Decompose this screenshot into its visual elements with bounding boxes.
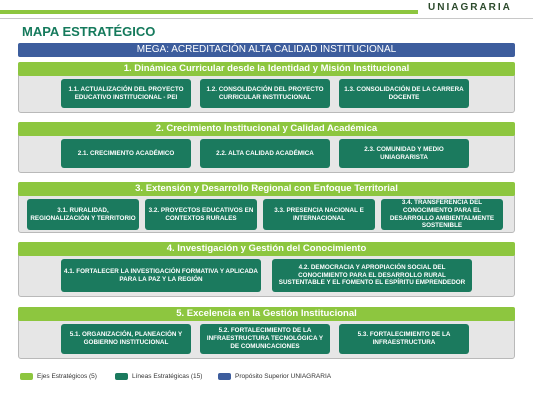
line-5-1-box: 5.1. ORGANIZACIÓN, PLANEACIÓN Y GOBIERNO INSTITUCIONAL <box>61 324 191 354</box>
legend-axes <box>20 370 97 382</box>
axis-2-header: 2. Crecimiento Institucional y Calidad Académica <box>18 122 515 136</box>
line-1-2-box: 1.2. CONSOLIDACIÓN DEL PROYECTO CURRICULAR INSTITUCIONAL <box>200 79 330 108</box>
top-green-stripe <box>0 10 418 14</box>
axis-2-panel <box>18 122 515 173</box>
legend-lines-label: Líneas Estratégicas (15) <box>132 372 203 380</box>
axis-5-header: 5. Excelencia en la Gestión Institucional <box>18 307 515 321</box>
line-2-3-box: 2.3. COMUNIDAD Y MEDIO UNIAGRARISTA <box>339 139 469 168</box>
top-divider <box>0 18 533 19</box>
line-3-4-box: 3.4. TRANSFERENCIA DEL CONOCIMIENTO PARA EL DESARROLLO AMBIENTALMENTE SOSTENIBLE <box>381 199 503 230</box>
axis-1-header: 1. Dinámica Curricular desde la Identidad y Misión Institucional <box>18 62 515 76</box>
axis-4-panel <box>18 242 515 297</box>
line-4-2-box: 4.2. DEMOCRACIA Y APROPIACIÓN SOCIAL DEL CONOCIMIENTO PARA EL DESARROLLO RURAL SUSTENTABLE Y EL FOMENTO EL ESPÍRITU EMPRENDEDOR <box>272 259 472 292</box>
line-5-3-box: 5.3. FORTALECIMIENTO DE LA INFRAESTRUCTURA <box>339 324 469 354</box>
line-1-3-box: 1.3. CONSOLIDACIÓN DE LA CARRERA DOCENTE <box>339 79 469 108</box>
legend-axes-swatch <box>20 373 33 380</box>
legend-axes-label: Ejes Estratégicos (5) <box>37 372 97 380</box>
page-title: MAPA ESTRATÉGICO <box>22 24 156 39</box>
legend-purpose-swatch <box>218 373 231 380</box>
legend-purpose <box>218 370 331 382</box>
line-4-1-box: 4.1. FORTALECER LA INVESTIGACIÓN FORMATIVA Y APLICADA PARA LA PAZ Y LA REGIÓN <box>61 259 261 292</box>
axis-5-panel <box>18 307 515 359</box>
line-3-2-box: 3.2. PROYECTOS EDUCATIVOS EN CONTEXTOS RURALES <box>145 199 257 230</box>
brand-logo-text: UNIAGRARIA <box>428 2 512 13</box>
legend-lines-swatch <box>115 373 128 380</box>
axis-3-panel <box>18 182 515 233</box>
line-5-2-box: 5.2. FORTALECIMIENTO DE LA INFRAESTRUCTURA TECNOLÓGICA Y DE COMUNICACIONES <box>200 324 330 354</box>
top-bar <box>0 0 533 22</box>
legend-purpose-label: Propósito Superior UNIAGRARIA <box>235 372 332 380</box>
axis-4-header: 4. Investigación y Gestión del Conocimiento <box>18 242 515 256</box>
line-1-1-box: 1.1. ACTUALIZACIÓN DEL PROYECTO EDUCATIVO INSTITUCIONAL - PEI <box>61 79 191 108</box>
legend-lines <box>115 370 202 382</box>
line-3-3-box: 3.3. PRESENCIA NACIONAL E INTERNACIONAL <box>263 199 375 230</box>
mega-banner: MEGA: ACREDITACIÓN ALTA CALIDAD INSTITUCIONAL <box>18 43 515 57</box>
line-2-1-box: 2.1. CRECIMIENTO ACADÉMICO <box>61 139 191 168</box>
axis-3-header: 3. Extensión y Desarrollo Regional con Enfoque Territorial <box>18 182 515 196</box>
line-2-2-box: 2.2. ALTA CALIDAD ACADÉMICA <box>200 139 330 168</box>
line-3-1-box: 3.1. RURALIDAD, REGIONALIZACIÓN Y TERRITORIO <box>27 199 139 230</box>
axis-1-panel <box>18 62 515 113</box>
